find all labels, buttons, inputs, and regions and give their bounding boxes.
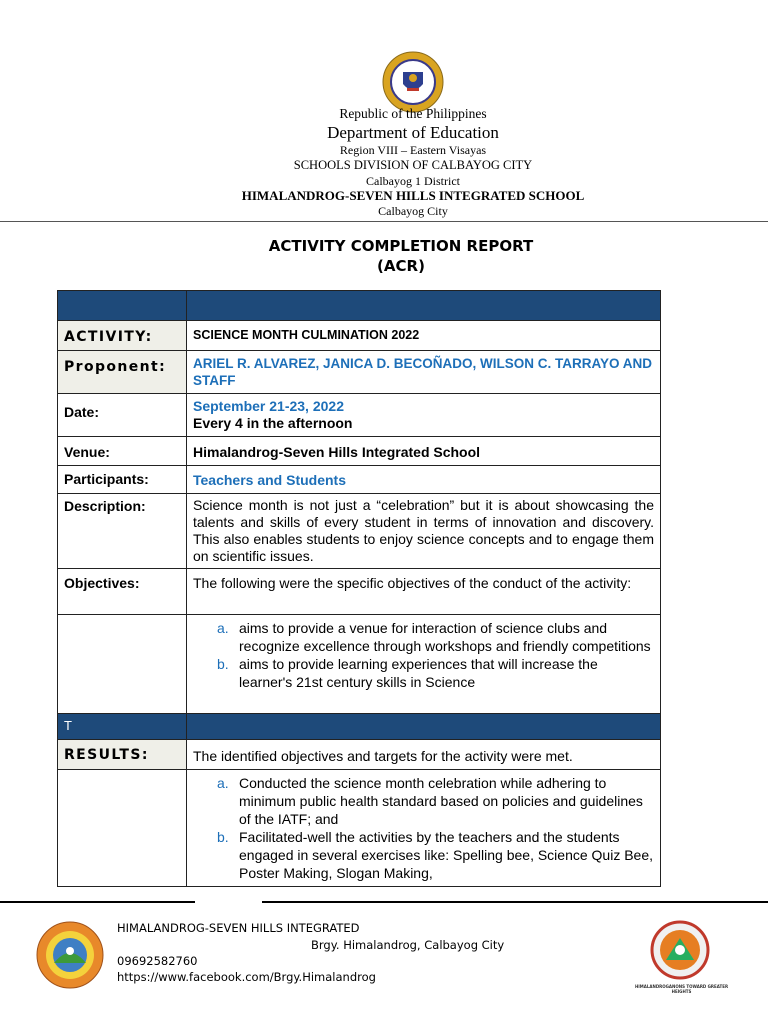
list-marker: b. — [217, 829, 229, 845]
report-abbr: (ACR) — [377, 257, 425, 275]
date-cell — [187, 394, 661, 437]
date-time: Every 4 in the afternoon — [193, 415, 353, 431]
deped-seal-logo — [381, 50, 445, 114]
greater-heights-caption: HIMALANDROGANONS TOWARD GREATER HEIGHTS — [634, 984, 729, 994]
list-marker: a. — [217, 775, 229, 791]
activity-value: SCIENCE MONTH CULMINATION 2022 — [187, 321, 661, 351]
list-item: a. aims to provide a venue for interaction of science clubs and recognize excellence through workshops and friendly competitions — [217, 620, 651, 654]
acr-table — [57, 290, 661, 887]
row-date — [58, 394, 661, 437]
row-proponent — [58, 351, 661, 394]
band-text: T — [58, 714, 187, 740]
row-participants — [58, 466, 661, 494]
objectives-label: Objectives: — [58, 569, 187, 615]
results-intro: The identified objectives and targets for the activity were met. — [187, 740, 661, 770]
footer-divider-right — [262, 901, 768, 903]
row-results — [58, 740, 661, 770]
list-item: b. Facilitated-well the activities by the teachers and the students engaged in several exercises like: Spelling bee, Science Quiz Bee, Poster Making, Slogan Making, — [217, 829, 654, 881]
school-logo — [36, 921, 104, 989]
participants-value: Teachers and Students — [187, 466, 661, 494]
footer-address: Brgy. Himalandrog, Calbayog City — [311, 938, 505, 952]
row-venue — [58, 437, 661, 466]
letterhead-divider — [0, 221, 768, 222]
objectives-intro: The following were the specific objectives of the conduct of the activity: — [187, 569, 661, 615]
proponent-value: ARIEL R. ALVAREZ, JANICA D. BECOÑADO, WILSON C. TARRAYO AND STAFF — [187, 351, 661, 394]
results-list — [193, 774, 654, 882]
list-marker: b. — [217, 656, 229, 672]
report-title: ACTIVITY COMPLETION REPORT — [268, 237, 534, 255]
letterhead-school: HIMALANDROG-SEVEN HILLS INTEGRATED SCHOOL — [241, 188, 585, 203]
list-item: b. aims to provide learning experiences that will increase the learner's 21st century skills in Science — [217, 656, 598, 690]
row-activity — [58, 321, 661, 351]
letterhead-department: Department of Education — [327, 123, 499, 142]
participants-label: Participants: — [58, 466, 187, 494]
description-label: Description: — [58, 494, 187, 569]
letterhead-division: SCHOOLS DIVISION OF CALBAYOG CITY — [293, 158, 533, 172]
list-item: a. Conducted the science month celebration while adhering to minimum public health standard based on policies and guidelines of the IATF; and — [217, 775, 643, 827]
footer-phone: 09692582760 — [117, 954, 198, 968]
section-band — [58, 714, 661, 740]
results-label: RESULTS: — [58, 740, 187, 770]
row-description — [58, 494, 661, 569]
description-value: Science month is not just a “celebration” but it is about showcasing the talents and skills of every student in terms of innovation and discovery. This also enables students to enjoy science concepts and to engage them on scientific issues. — [187, 494, 661, 569]
list-marker: a. — [217, 620, 229, 636]
row-objectives-list — [58, 615, 661, 714]
row-results-list — [58, 770, 661, 887]
activity-label: ACTIVITY: — [58, 321, 187, 351]
footer-school: HIMALANDROG-SEVEN HILLS INTEGRATED — [117, 921, 360, 935]
footer-divider-left — [0, 901, 195, 903]
venue-label: Venue: — [58, 437, 187, 466]
date-label: Date: — [58, 394, 187, 437]
footer-facebook-link[interactable]: https://www.facebook.com/Brgy.Himalandrog — [117, 970, 376, 984]
venue-value: Himalandrog-Seven Hills Integrated School — [187, 437, 661, 466]
letterhead-region: Region VIII – Eastern Visayas — [339, 143, 487, 157]
letterhead-city: Calbayog City — [378, 204, 448, 218]
greater-heights-logo — [648, 920, 712, 982]
row-objectives — [58, 569, 661, 615]
date-value: September 21-23, 2022 — [193, 398, 344, 414]
objectives-list — [193, 619, 654, 691]
letterhead-country: Republic of the Philippines — [339, 106, 487, 121]
table-header-band — [58, 291, 661, 321]
letterhead-district: Calbayog 1 District — [366, 174, 460, 188]
proponent-label: Proponent: — [58, 351, 187, 394]
